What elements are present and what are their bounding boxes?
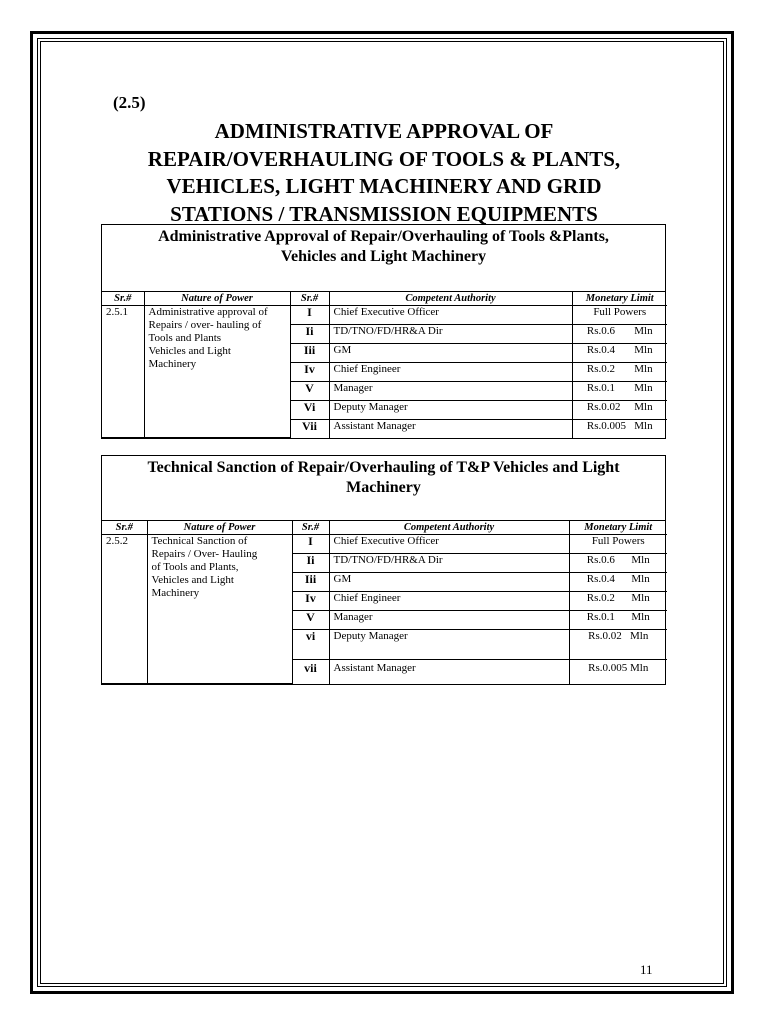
nature-line: Repairs / Over- Hauling: [151, 548, 258, 560]
column-header-sr: Sr.#: [290, 292, 329, 306]
table-row: [102, 306, 667, 325]
table-header-row: [102, 292, 667, 306]
authority-cell: TD/TNO/FD/HR&A Dir: [329, 554, 569, 573]
authority-table: [102, 521, 667, 684]
nature-line: of Tools and Plants,: [151, 561, 239, 573]
title-line: REPAIR/OVERHAULING OF TOOLS & PLANTS,: [147, 146, 621, 171]
authority-cell: Manager: [329, 382, 572, 401]
column-header-nature: Nature of Power: [147, 521, 292, 535]
nature-line: Administrative approval of: [148, 306, 268, 318]
item-number: 2.5.2: [102, 535, 147, 684]
title-line: STATIONS / TRANSMISSION EQUIPMENTS: [170, 201, 598, 226]
limit-cell: Rs.0.005 Mln: [572, 420, 667, 438]
section-number: (2.5): [113, 93, 146, 112]
limit-cell: Rs.0.6 Mln: [572, 325, 667, 344]
row-numeral: Ii: [292, 554, 329, 573]
limit-cell: Full Powers: [569, 535, 667, 554]
column-header-sr: Sr.#: [102, 292, 144, 306]
nature-line: Machinery: [148, 358, 197, 370]
row-numeral: Iii: [292, 573, 329, 592]
limit-cell: Rs.0.2 Mln: [569, 592, 667, 611]
nature-line: Tools and Plants: [148, 332, 222, 344]
nature-of-power: [144, 306, 290, 438]
nature-line: Vehicles and Light: [148, 345, 231, 357]
limit-cell: Rs.0.1 Mln: [572, 382, 667, 401]
row-numeral: Iv: [290, 363, 329, 382]
column-header-limit: Monetary Limit: [572, 292, 667, 306]
column-header-sr: Sr.#: [102, 521, 147, 535]
nature-line: Repairs / over- hauling of: [148, 319, 262, 331]
table-heading: [102, 456, 665, 521]
column-header-authority: Competent Authority: [329, 292, 572, 306]
authority-table: [102, 292, 667, 438]
authority-cell: Assistant Manager: [329, 660, 569, 684]
authority-cell: GM: [329, 573, 569, 592]
nature-line: Technical Sanction of: [151, 535, 248, 547]
authority-cell: TD/TNO/FD/HR&A Dir: [329, 325, 572, 344]
limit-cell: Rs.0.02 Mln: [569, 630, 667, 660]
row-numeral: Ii: [290, 325, 329, 344]
table-heading-line: Technical Sanction of Repair/Overhauling of T&P Vehicles and Light: [147, 459, 620, 476]
limit-cell: Rs.0.4 Mln: [569, 573, 667, 592]
row-numeral: V: [292, 611, 329, 630]
limit-cell: Rs.0.005 Mln: [569, 660, 667, 684]
authority-cell: Assistant Manager: [329, 420, 572, 438]
title-line: VEHICLES, LIGHT MACHINERY AND GRID: [166, 174, 602, 198]
nature-of-power: [147, 535, 292, 684]
table-heading-line: Machinery: [346, 479, 421, 496]
row-numeral: Vi: [290, 401, 329, 420]
column-header-authority: Competent Authority: [329, 521, 569, 535]
limit-cell: Rs.0.02 Mln: [572, 401, 667, 420]
limit-cell: Rs.0.2 Mln: [572, 363, 667, 382]
title-line: ADMINISTRATIVE APPROVAL OF: [214, 119, 554, 143]
authority-cell: GM: [329, 344, 572, 363]
row-numeral: Iv: [292, 592, 329, 611]
nature-line: Machinery: [151, 587, 200, 599]
authority-cell: Deputy Manager: [329, 401, 572, 420]
sanction-table-block: [101, 455, 666, 685]
row-numeral: I: [292, 535, 329, 554]
authority-cell: Chief Engineer: [329, 592, 569, 611]
authority-cell: Manager: [329, 611, 569, 630]
nature-line: Vehicles and Light: [151, 574, 234, 586]
authority-cell: Chief Executive Officer: [329, 535, 569, 554]
column-header-limit: Monetary Limit: [569, 521, 667, 535]
table-heading-line: Administrative Approval of Repair/Overhauling of Tools &Plants,: [158, 228, 609, 245]
table-heading-line: Vehicles and Light Machinery: [280, 248, 487, 265]
row-numeral: vi: [292, 630, 329, 660]
limit-cell: Rs.0.6 Mln: [569, 554, 667, 573]
page-number: 11: [640, 962, 653, 977]
approval-table-block: [101, 224, 666, 439]
authority-cell: Chief Engineer: [329, 363, 572, 382]
row-numeral: V: [290, 382, 329, 401]
column-header-nature: Nature of Power: [144, 292, 290, 306]
limit-cell: Full Powers: [572, 306, 667, 325]
table-header-row: [102, 521, 667, 535]
limit-cell: Rs.0.1 Mln: [569, 611, 667, 630]
limit-cell: Rs.0.4 Mln: [572, 344, 667, 363]
item-number: 2.5.1: [102, 306, 144, 438]
page-title: [100, 118, 668, 228]
authority-cell: Deputy Manager: [329, 630, 569, 660]
table-heading: [102, 225, 665, 292]
authority-cell: Chief Executive Officer: [329, 306, 572, 325]
row-numeral: Vii: [290, 420, 329, 438]
column-header-sr: Sr.#: [292, 521, 329, 535]
row-numeral: I: [290, 306, 329, 325]
row-numeral: vii: [292, 660, 329, 684]
row-numeral: Iii: [290, 344, 329, 363]
table-row: [102, 535, 667, 554]
